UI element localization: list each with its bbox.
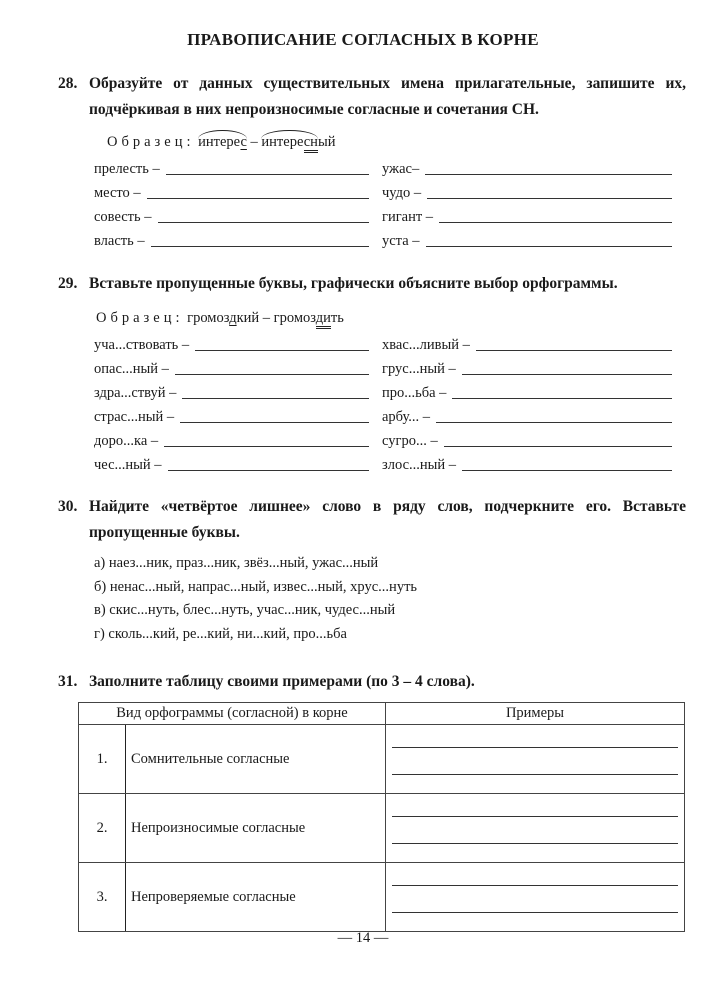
- given-word: хвас...ливый –: [382, 337, 470, 353]
- answer-blank[interactable]: [151, 229, 369, 247]
- word-row: [94, 429, 369, 453]
- examples-cell[interactable]: [386, 794, 685, 863]
- answer-blank[interactable]: [158, 205, 369, 223]
- answer-blank[interactable]: [462, 357, 672, 375]
- given-word: грус...ный –: [382, 361, 456, 377]
- given-word: место –: [94, 185, 141, 201]
- given-word: ужас–: [382, 161, 420, 177]
- answer-line[interactable]: [392, 885, 678, 886]
- sample-word-root-arc: интересн: [261, 134, 318, 151]
- word-row: [382, 405, 672, 429]
- underlined-letter: с: [240, 134, 247, 150]
- word-row: [94, 357, 369, 381]
- word-row: [382, 181, 672, 205]
- word-row-d: г) сколь...кий, ре...кий, ни...кий, про...ьба: [94, 625, 347, 642]
- task-number: 28.: [58, 75, 78, 92]
- answer-blank[interactable]: [436, 405, 672, 423]
- given-word: совесть –: [94, 209, 152, 225]
- answer-line[interactable]: [392, 774, 678, 775]
- given-word: уча...ствовать –: [94, 337, 190, 353]
- task-number: 30.: [58, 498, 78, 515]
- row-number: 3.: [79, 863, 126, 932]
- given-word: арбу... –: [382, 409, 431, 425]
- word-row: [382, 333, 672, 357]
- examples-cell[interactable]: [386, 863, 685, 932]
- page-number: — 14 —: [337, 930, 389, 946]
- word-row: [94, 333, 369, 357]
- table-header-row: [79, 703, 685, 725]
- given-word: гигант –: [382, 209, 434, 225]
- orthogram-type: Сомнительные согласные: [126, 725, 386, 794]
- answer-blank[interactable]: [164, 429, 369, 447]
- word-row: [94, 157, 369, 181]
- word-row-a: а) наез...ник, праз...ник, звёз...ный, ужас...ный: [94, 555, 379, 571]
- task-text: Заполните таблицу своими примерами (по 3 – 4 слова).: [89, 673, 475, 690]
- answer-line[interactable]: [392, 843, 678, 844]
- given-word: доро...ка –: [94, 433, 159, 449]
- given-word: опас...ный –: [94, 361, 169, 377]
- word-row-b: б) ненас...ный, напрас...ный, извес...ный, хрус...нуть: [94, 578, 418, 595]
- task-text: Найдите «четвёртое лишнее» слово в ряду слов, подчеркните его. Вставьте пропущенные буквы.: [89, 498, 686, 541]
- given-word: чудо –: [382, 185, 422, 201]
- word-row: [94, 381, 369, 405]
- table-row: [79, 794, 685, 863]
- task-28-sample: Образец: интерес – интересный: [107, 134, 335, 151]
- word-row: [382, 453, 672, 477]
- task-28-instruction: [58, 71, 686, 123]
- given-word: сугро... –: [382, 433, 438, 449]
- row-number: 2.: [79, 794, 126, 863]
- answer-blank[interactable]: [462, 453, 672, 471]
- answer-blank[interactable]: [427, 181, 672, 199]
- given-word: про...ьба –: [382, 385, 447, 401]
- given-word: страс...ный –: [94, 409, 175, 425]
- answer-line[interactable]: [392, 912, 678, 913]
- sample-word-root-arc: интерес: [198, 134, 247, 150]
- answer-blank[interactable]: [147, 181, 369, 199]
- header-orthogram-type: Вид орфограммы (согласной) в корне: [79, 703, 386, 725]
- word-row: [382, 357, 672, 381]
- answer-blank[interactable]: [425, 157, 672, 175]
- word-row: [382, 157, 672, 181]
- answer-blank[interactable]: [439, 205, 672, 223]
- given-word: здра...ствуй –: [94, 385, 177, 401]
- answer-blank[interactable]: [175, 357, 369, 375]
- given-word: чес...ный –: [94, 457, 162, 473]
- task-30-word-rows: [94, 552, 417, 646]
- word-row-c: в) скис...нуть, блес...нуть, учас...ник, чудес...ный: [94, 602, 396, 618]
- answer-blank[interactable]: [426, 229, 672, 247]
- orthogram-type: Непроизносимые согласные: [126, 794, 386, 863]
- word-row: [382, 429, 672, 453]
- double-underlined-letters: ди: [316, 310, 331, 329]
- answer-blank[interactable]: [444, 429, 672, 447]
- table-row: [79, 725, 685, 794]
- answer-blank[interactable]: [168, 453, 369, 471]
- given-word: злос...ный –: [382, 457, 457, 473]
- task-29-left-column: [94, 333, 369, 477]
- orthogram-type: Непроверяемые согласные: [126, 863, 386, 932]
- sample-label: Образец:: [96, 310, 184, 326]
- header-examples: Примеры: [386, 703, 685, 725]
- row-number: 1.: [79, 725, 126, 794]
- task-28-right-column: [382, 157, 672, 253]
- task-28-left-column: [94, 157, 369, 253]
- answer-blank[interactable]: [166, 157, 369, 175]
- answer-line[interactable]: [392, 747, 678, 748]
- word-row: [382, 229, 672, 253]
- answer-blank[interactable]: [180, 405, 369, 423]
- given-word: власть –: [94, 233, 145, 249]
- task-30-instruction: [58, 494, 686, 546]
- word-row: [382, 205, 672, 229]
- sample-label: Образец:: [107, 134, 195, 150]
- orthogram-table: [78, 702, 685, 932]
- answer-blank[interactable]: [476, 333, 672, 351]
- page-title: ПРАВОПИСАНИЕ СОГЛАСНЫХ В КОРНЕ: [187, 30, 539, 49]
- task-29-right-column: [382, 333, 672, 477]
- task-number: 29.: [58, 275, 78, 292]
- task-text: Образуйте от данных существительных имена прилагательные, запишите их, подчёркивая в них непроизносимые согласные и сочетания СН.: [89, 75, 686, 118]
- table-row: [79, 863, 685, 932]
- given-word: прелесть –: [94, 161, 160, 177]
- answer-blank[interactable]: [182, 381, 369, 399]
- task-29-instruction: [58, 271, 686, 297]
- answer-line[interactable]: [392, 816, 678, 817]
- word-row: [94, 453, 369, 477]
- word-row: [94, 181, 369, 205]
- task-31-instruction: [58, 669, 686, 695]
- task-text: Вставьте пропущенные буквы, графически объясните выбор орфограммы.: [89, 275, 618, 292]
- task-number: 31.: [58, 673, 78, 690]
- answer-blank[interactable]: [195, 333, 369, 351]
- word-row: [382, 381, 672, 405]
- word-row: [94, 205, 369, 229]
- word-row: [94, 405, 369, 429]
- given-word: уста –: [382, 233, 420, 249]
- double-underlined-letters: сн: [304, 134, 318, 153]
- word-row: [94, 229, 369, 253]
- answer-blank[interactable]: [452, 381, 672, 399]
- task-29-sample: Образец: громоздкий – громоздить: [96, 310, 344, 327]
- underlined-letter: д: [229, 310, 237, 326]
- examples-cell[interactable]: [386, 725, 685, 794]
